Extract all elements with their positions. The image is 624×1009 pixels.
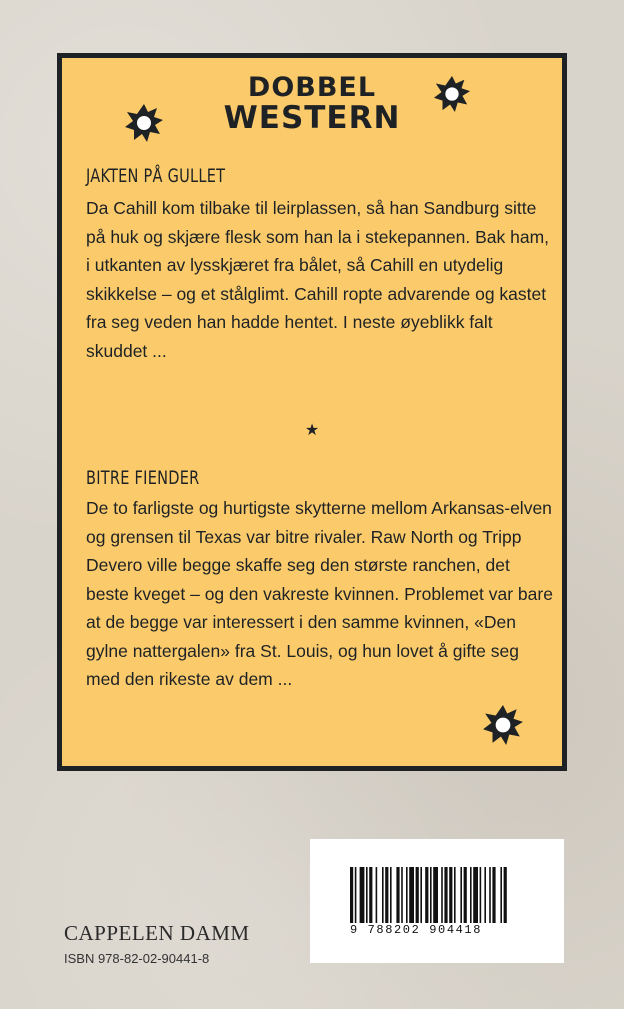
barcode-bar [473,867,478,923]
logo-line-2: WESTERN [223,100,401,136]
barcode-bar [460,867,462,923]
barcode [350,867,550,923]
barcode-bar [430,867,432,923]
barcode-bar [464,867,467,923]
barcode-bar [376,867,378,923]
story-1-body: Da Cahill kom tilbake til leirplassen, så han Sandburg sitte på huk og skjære flesk som han la i stekepannen. Bak ham, i utkanten av lysskjæret fra bålet, så Cahill en utydelig skikkelse – og et stålglimt. Cahill ropte advarende og kastet fra seg veden han hadde hentet. I neste øyeblikk falt skuddet ... [86,198,550,361]
barcode-bar [484,867,486,923]
bullet-hole-icon [124,103,164,143]
barcode-bar [385,867,388,923]
barcode-digits: 9 788202 904418 [350,923,483,937]
story-2-title: BITRE FIENDER [86,467,200,489]
barcode-box [310,839,564,963]
bullet-hole-icon [433,75,471,113]
barcode-bar [360,867,365,923]
barcode-bar [433,867,438,923]
barcode-bar [489,867,491,923]
isbn-text: ISBN 978-82-02-90441-8 [64,951,210,966]
back-cover-panel [57,53,567,771]
barcode-bar [406,867,408,923]
barcode-bar [382,867,384,923]
barcode-bar [401,867,403,923]
barcode-bar [416,867,419,923]
barcode-bar [480,867,482,923]
barcode-bar [500,867,502,923]
bullet-hole-icon [482,704,524,746]
story-1-title: JAKTEN PÅ GULLET [86,165,226,187]
barcode-bar [355,867,357,923]
barcode-bar [425,867,428,923]
story-2-body: De to farligste og hurtigste skytterne mellom Arkansas-elven og grensen til Texas var bitre rivaler. Raw North og Tripp Devero ville begge skaffe seg den største ranchen, det beste kveget – og den vakreste kvinnen. Problemet var bare at de begge var interessert i den samme kvinnen, «Den gylne nattergalen» fra St. Louis, og hun lovet å gifte seg med den rikeste av dem ... [86,498,553,689]
barcode-bar [492,867,495,923]
star-divider: ★ [304,422,320,439]
barcode-bar [470,867,472,923]
barcode-bar [449,867,452,923]
barcode-bar [420,867,422,923]
barcode-bar [390,867,392,923]
logo-line-1: DOBBEL [247,72,377,103]
barcode-bar [444,867,447,923]
barcode-bar [454,867,456,923]
barcode-bar [366,867,368,923]
barcode-bar [441,867,443,923]
publisher-logo: CAPPELEN DAMM [64,921,250,945]
barcode-bar [409,867,414,923]
barcode-bar [504,867,507,923]
barcode-bar [350,867,353,923]
barcode-bar [396,867,399,923]
barcode-bar [369,867,372,923]
